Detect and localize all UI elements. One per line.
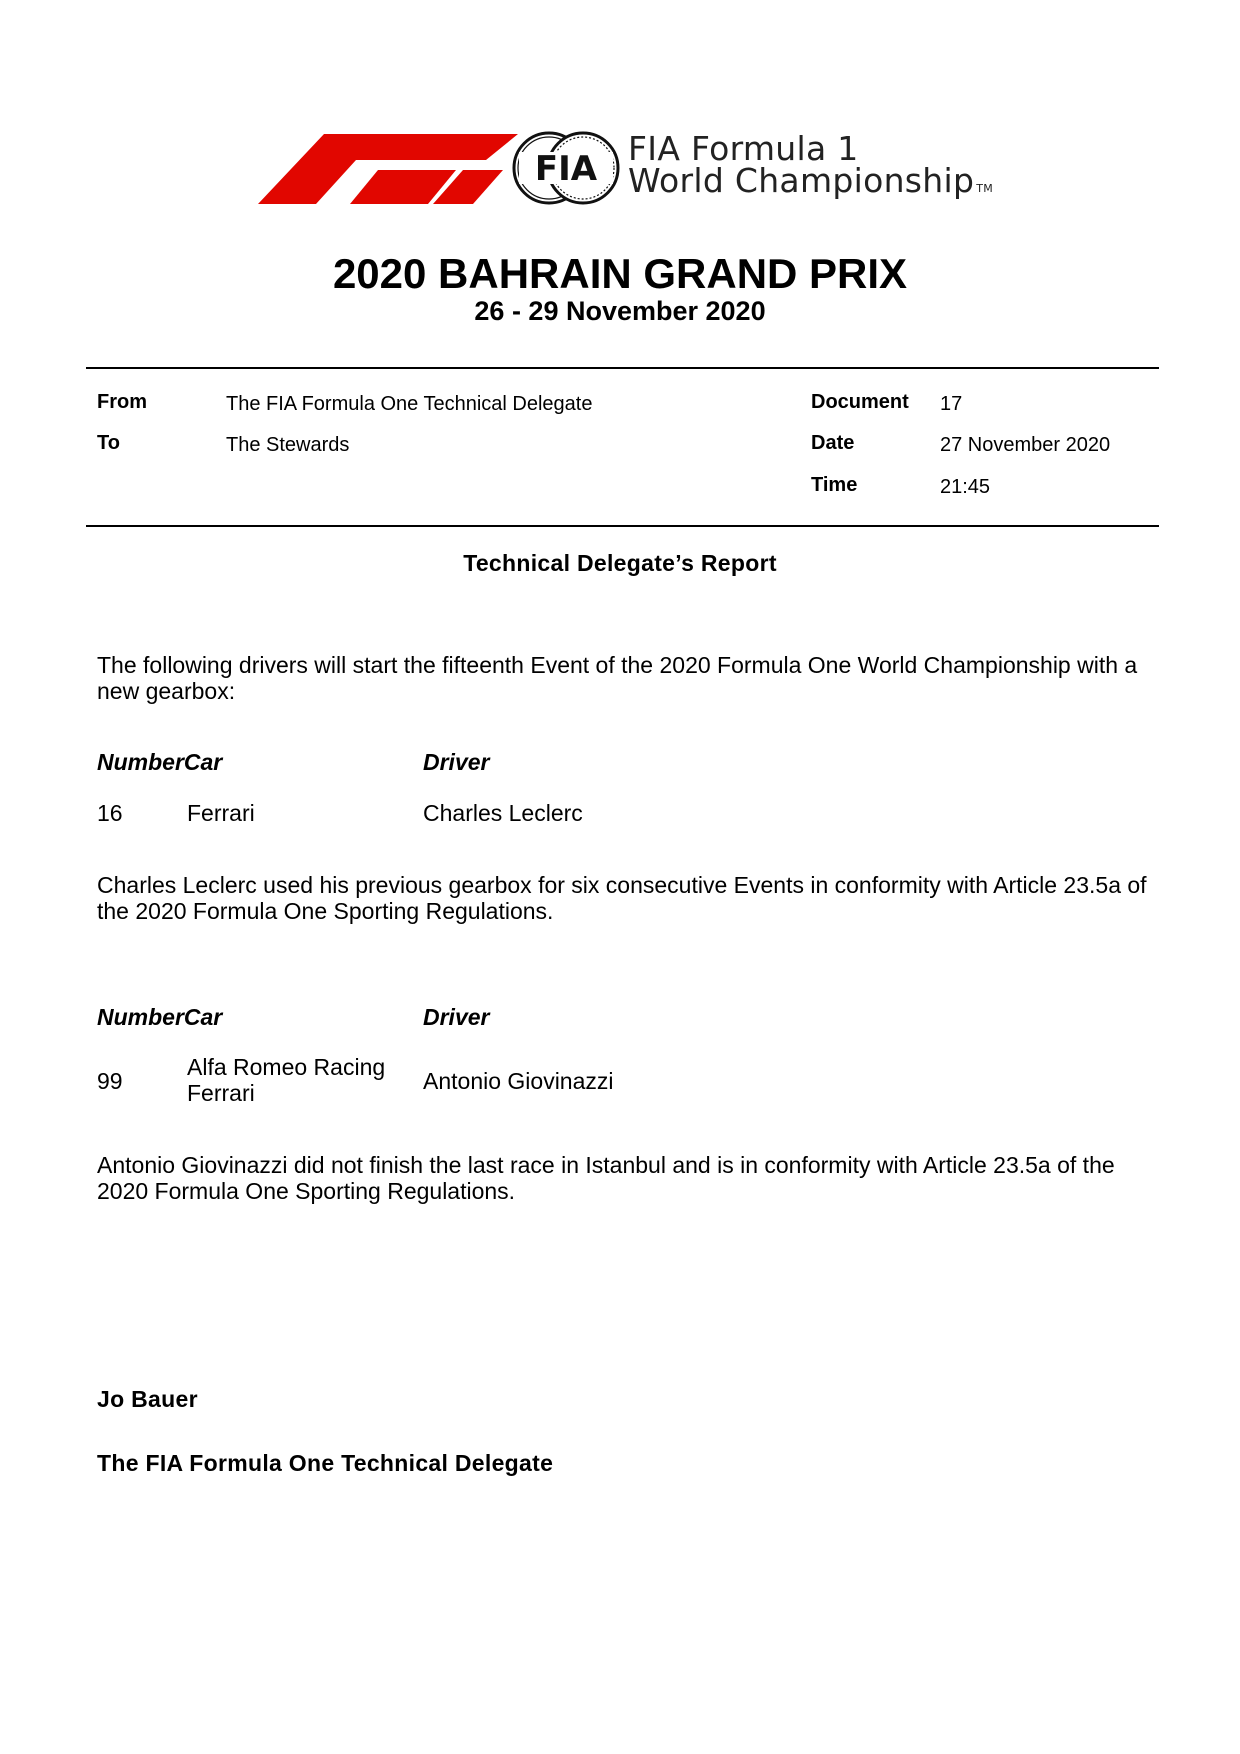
time-value: 21:45 — [940, 476, 991, 498]
table1-driver: Charles Leclerc — [423, 800, 583, 826]
from-value: The FIA Formula One Technical Delegate — [226, 393, 593, 415]
fia-seal-icon — [511, 130, 621, 206]
divider-bottom — [86, 525, 1159, 527]
from-label: From — [97, 391, 147, 413]
to-label: To — [97, 432, 120, 454]
time-label: Time — [811, 474, 858, 496]
date-value: 27 November 2020 — [940, 434, 1111, 456]
table1-number: 16 — [97, 800, 123, 826]
document-value: 17 — [940, 393, 963, 415]
svg-text:FIA: FIA — [534, 149, 598, 189]
f1-logo-icon — [258, 134, 518, 204]
table2-car — [187, 1054, 385, 1106]
table2-car-line2: Ferrari — [187, 1080, 255, 1106]
intro-paragraph: The following drivers will start the fifteenth Event of the 2020 Formula One World Championship with a new gearbox: — [97, 652, 1138, 704]
table2-car-line1: Alfa Romeo Racing — [187, 1054, 386, 1080]
table2-header-driver: Driver — [423, 1004, 490, 1030]
event-title: 2020 BAHRAIN GRAND PRIX — [332, 250, 908, 297]
brand-line-1: FIA Formula 1 — [628, 129, 859, 168]
signature-name: Jo Bauer — [97, 1386, 198, 1412]
header-logo — [258, 128, 1018, 218]
table2-number: 99 — [97, 1068, 123, 1094]
note1-paragraph: Charles Leclerc used his previous gearbox for six consecutive Events in conformity with Article 23.5a of the 2020 Formula One Sporting Regulations. — [97, 872, 1147, 924]
date-label: Date — [811, 432, 855, 454]
brand-line-2: World Championship TM — [628, 161, 994, 200]
report-title: Technical Delegate’s Report — [463, 550, 777, 576]
event-dates: 26 - 29 November 2020 — [474, 296, 766, 326]
table1-header-driver: Driver — [423, 749, 490, 775]
document-label: Document — [811, 391, 909, 413]
signature-role: The FIA Formula One Technical Delegate — [97, 1450, 554, 1476]
table1-car: Ferrari — [187, 800, 255, 826]
table2-header-numbercar: NumberCar — [97, 1004, 223, 1030]
brand-text — [628, 129, 994, 205]
table2-driver: Antonio Giovinazzi — [423, 1068, 614, 1094]
trademark: TM — [976, 182, 994, 195]
to-value: The Stewards — [226, 434, 350, 456]
table1-header-numbercar: NumberCar — [97, 749, 223, 775]
note2-paragraph: Antonio Giovinazzi did not finish the last race in Istanbul and is in conformity with Article 23.5a of the 2020 Formula One Sporting Regulations. — [97, 1152, 1115, 1204]
divider-top — [86, 367, 1159, 369]
